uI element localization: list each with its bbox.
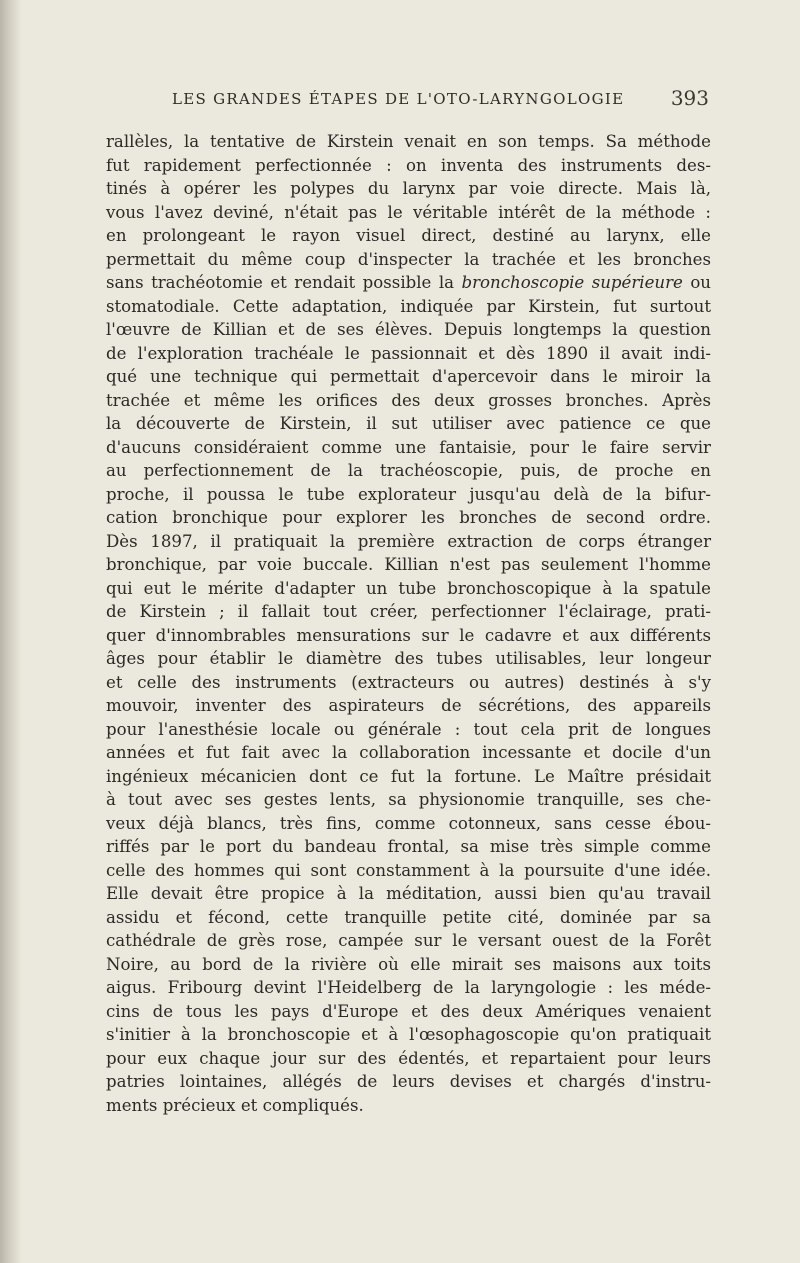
page-number: 393: [670, 86, 709, 110]
text-line: proche, il poussa le tube explorateur jusqu'au delà de la bifur-: [106, 484, 711, 504]
text-line: cins de tous les pays d'Europe et des deux Amériques venaient: [106, 1001, 711, 1021]
text-line: qui eut le mérite d'adapter un tube bronchoscopique à la spatule: [106, 578, 711, 598]
body-text: [106, 130, 711, 1117]
text-line: Dès 1897, il pratiquait la première extraction de corps étranger: [106, 531, 711, 551]
text-line: vous l'avez deviné, n'était pas le véritable intérêt de la méthode :: [106, 202, 711, 222]
text-line: cation bronchique pour explorer les bronches de second ordre.: [106, 508, 711, 527]
italic-term: bronchoscopie supérieure: [461, 273, 683, 292]
text-line: ingénieux mécanicien dont ce fut la fortune. Le Maître présidait: [106, 766, 711, 786]
text-line: de l'exploration trachéale le passionnait et dès 1890 il avait indi-: [106, 343, 711, 363]
text-line: stomatodiale. Cette adaptation, indiquée par Kirstein, fut surtout: [106, 296, 711, 316]
text-line: ments précieux et compliqués.: [106, 1095, 364, 1115]
text-line: celle des hommes qui sont constamment à la poursuite d'une idée.: [106, 860, 711, 880]
text-line: cathédrale de grès rose, campée sur le versant ouest de la Forêt: [106, 931, 711, 950]
text-line: années et fut fait avec la collaboration incessante et docile d'un: [106, 743, 711, 762]
text-line: permettait du même coup d'inspecter la trachée et les bronches: [106, 249, 711, 269]
text-line: veux déjà blancs, très fins, comme cotonneux, sans cesse ébou-: [106, 813, 711, 833]
text-line: et celle des instruments (extracteurs ou autres) destinés à s'y: [106, 672, 711, 692]
text-line: en prolongeant le rayon visuel direct, destiné au larynx, elle: [106, 226, 711, 245]
text-line: bronchique, par voie buccale. Killian n'est pas seulement l'homme: [106, 555, 711, 574]
text-line: à tout avec ses gestes lents, sa physionomie tranquille, ses che-: [106, 790, 711, 809]
text-line: Noire, au bord de la rivière où elle mirait ses maisons aux toits: [106, 954, 711, 974]
text-line: [106, 271, 711, 295]
text-line: tinés à opérer les polypes du larynx par voie directe. Mais là,: [106, 179, 711, 198]
text-line: quer d'innombrables mensurations sur le cadavre et aux différents: [106, 625, 711, 645]
text-segment: sans trachéotomie et rendait possible la: [106, 273, 462, 292]
text-line: Elle devait être propice à la méditation, aussi bien qu'au travail: [106, 884, 711, 903]
text-line: fut rapidement perfectionnée : on inventa des instruments des-: [106, 155, 711, 175]
text-line: mouvoir, inventer des aspirateurs de sécrétions, des appareils: [106, 696, 711, 715]
text-line: assidu et fécond, cette tranquille petite cité, dominée par sa: [106, 907, 711, 927]
text-line: trachée et même les orifices des deux grosses bronches. Après: [106, 390, 711, 410]
running-head: LES GRANDES ÉTAPES DE L'OTO-LARYNGOLOGIE: [172, 90, 625, 108]
text-line: patries lointaines, allégés de leurs devises et chargés d'instru-: [106, 1072, 711, 1091]
text-line: s'initier à la bronchoscopie et à l'œsophagoscopie qu'on pratiquait: [106, 1025, 711, 1044]
page-header: [106, 84, 709, 124]
text-line: d'aucuns considéraient comme une fantaisie, pour le faire servir: [106, 437, 711, 457]
text-line: pour l'anesthésie locale ou générale : tout cela prit de longues: [106, 719, 711, 739]
page-gutter-shadow: [0, 0, 22, 1263]
text-line: âges pour établir le diamètre des tubes utilisables, leur longeur: [106, 649, 711, 668]
text-line: riffés par le port du bandeau frontal, sa mise très simple comme: [106, 837, 711, 856]
text-line: la découverte de Kirstein, il sut utiliser avec patience ce que: [106, 414, 711, 433]
text-line: aigus. Fribourg devint l'Heidelberg de la laryngologie : les méde-: [106, 978, 711, 997]
text-line: rallèles, la tentative de Kirstein venait en son temps. Sa méthode: [106, 132, 711, 151]
text-segment: ou: [682, 273, 711, 292]
text-line: l'œuvre de Killian et de ses élèves. Depuis longtemps la question: [106, 320, 711, 339]
text-line: au perfectionnement de la trachéoscopie, puis, de proche en: [106, 461, 711, 480]
text-line: de Kirstein ; il fallait tout créer, perfectionner l'éclairage, prati-: [106, 602, 711, 621]
text-line: qué une technique qui permettait d'apercevoir dans le miroir la: [106, 367, 711, 386]
text-line: pour eux chaque jour sur des édentés, et repartaient pour leurs: [106, 1048, 711, 1068]
